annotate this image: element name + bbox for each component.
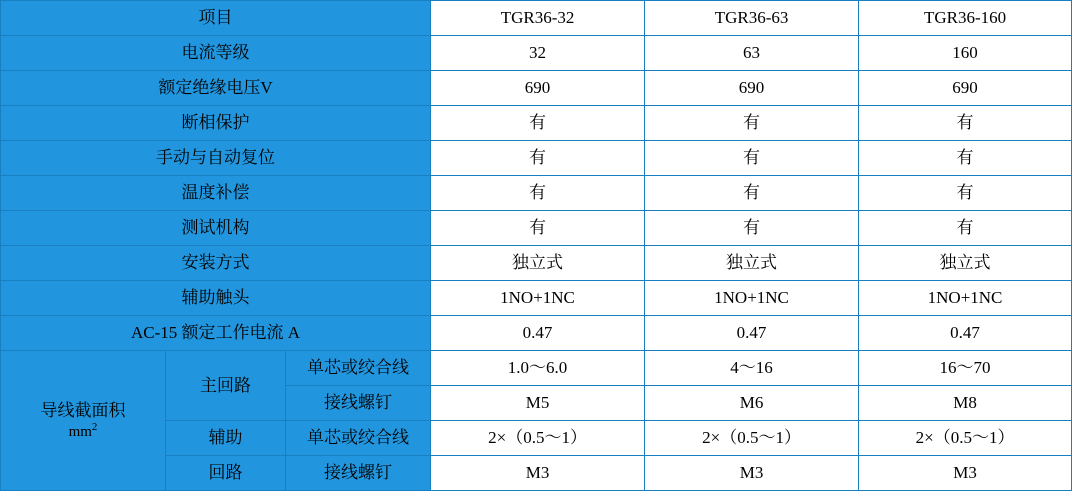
cell-value: 2×（0.5～1） bbox=[645, 421, 859, 456]
cell-value: 4～16 bbox=[645, 351, 859, 386]
wire-type-label: 单芯或绞合线 bbox=[286, 351, 431, 386]
row-label-current-rating: 电流等级 bbox=[1, 36, 431, 71]
cell-value: 0.47 bbox=[645, 316, 859, 351]
cell-value: 有 bbox=[859, 176, 1072, 211]
cell-value: 有 bbox=[431, 141, 645, 176]
cell-value: 有 bbox=[431, 176, 645, 211]
cell-value: 2×（0.5～1） bbox=[859, 421, 1072, 456]
cell-value: 有 bbox=[645, 106, 859, 141]
cell-value: 1NO+1NC bbox=[645, 281, 859, 316]
header-item-label: 项目 bbox=[1, 1, 431, 36]
cell-value: 独立式 bbox=[859, 246, 1072, 281]
cell-value: 独立式 bbox=[645, 246, 859, 281]
row-label-insulation-voltage: 额定绝缘电压V bbox=[1, 71, 431, 106]
cell-value: 1NO+1NC bbox=[431, 281, 645, 316]
cell-value: 1.0～6.0 bbox=[431, 351, 645, 386]
row-label-temperature-compensation: 温度补偿 bbox=[1, 176, 431, 211]
table-row bbox=[1, 36, 1072, 71]
circuit-label-main: 主回路 bbox=[166, 351, 286, 421]
cell-value: 16～70 bbox=[859, 351, 1072, 386]
group-label-unit: $mm^2$ bbox=[68, 420, 98, 440]
cell-value: M8 bbox=[859, 386, 1072, 421]
table-row bbox=[1, 281, 1072, 316]
cell-value: 32 bbox=[431, 36, 645, 71]
cell-value: 160 bbox=[859, 36, 1072, 71]
table-row bbox=[1, 176, 1072, 211]
cell-value: M6 bbox=[645, 386, 859, 421]
table-header-row bbox=[1, 1, 1072, 36]
header-model-1: TGR36-32 bbox=[431, 1, 645, 36]
cell-value: 0.47 bbox=[859, 316, 1072, 351]
row-label-test-mechanism: 测试机构 bbox=[1, 211, 431, 246]
cell-value: 690 bbox=[431, 71, 645, 106]
cell-value: M5 bbox=[431, 386, 645, 421]
cell-value: 0.47 bbox=[431, 316, 645, 351]
cell-value: 1NO+1NC bbox=[859, 281, 1072, 316]
row-label-mounting-method: 安装方式 bbox=[1, 246, 431, 281]
circuit-label-auxiliary: 辅助 bbox=[166, 421, 286, 456]
cell-value: 有 bbox=[859, 106, 1072, 141]
wire-type-label: 单芯或绞合线 bbox=[286, 421, 431, 456]
cell-value: M3 bbox=[645, 456, 859, 491]
cell-value: 有 bbox=[859, 211, 1072, 246]
row-label-ac15-operating-current: AC-15 额定工作电流 A bbox=[1, 316, 431, 351]
header-model-2: TGR36-63 bbox=[645, 1, 859, 36]
cell-value: 有 bbox=[645, 176, 859, 211]
table-row bbox=[1, 106, 1072, 141]
table-row bbox=[1, 351, 1072, 386]
row-label-manual-auto-reset: 手动与自动复位 bbox=[1, 141, 431, 176]
cell-value: 690 bbox=[859, 71, 1072, 106]
cell-value: 有 bbox=[431, 211, 645, 246]
cell-value: 63 bbox=[645, 36, 859, 71]
cell-value: 690 bbox=[645, 71, 859, 106]
cell-value: M3 bbox=[431, 456, 645, 491]
cell-value: 独立式 bbox=[431, 246, 645, 281]
circuit-label-auxiliary-line2: 回路 bbox=[166, 456, 286, 491]
cell-value: 有 bbox=[645, 211, 859, 246]
cell-value: 有 bbox=[859, 141, 1072, 176]
table-row bbox=[1, 316, 1072, 351]
group-label-wire-cross-section bbox=[1, 351, 166, 491]
table-row bbox=[1, 141, 1072, 176]
wire-type-label: 接线螺钉 bbox=[286, 386, 431, 421]
table-row bbox=[1, 246, 1072, 281]
cell-value: M3 bbox=[859, 456, 1072, 491]
header-model-3: TGR36-160 bbox=[859, 1, 1072, 36]
table-row bbox=[1, 211, 1072, 246]
wire-type-label: 接线螺钉 bbox=[286, 456, 431, 491]
row-label-auxiliary-contacts: 辅助触头 bbox=[1, 281, 431, 316]
group-label-text: 导线截面积 bbox=[40, 400, 126, 420]
cell-value: 有 bbox=[645, 141, 859, 176]
row-label-phase-failure-protection: 断相保护 bbox=[1, 106, 431, 141]
cell-value: 2×（0.5～1） bbox=[431, 421, 645, 456]
cell-value: 有 bbox=[431, 106, 645, 141]
table-row bbox=[1, 71, 1072, 106]
